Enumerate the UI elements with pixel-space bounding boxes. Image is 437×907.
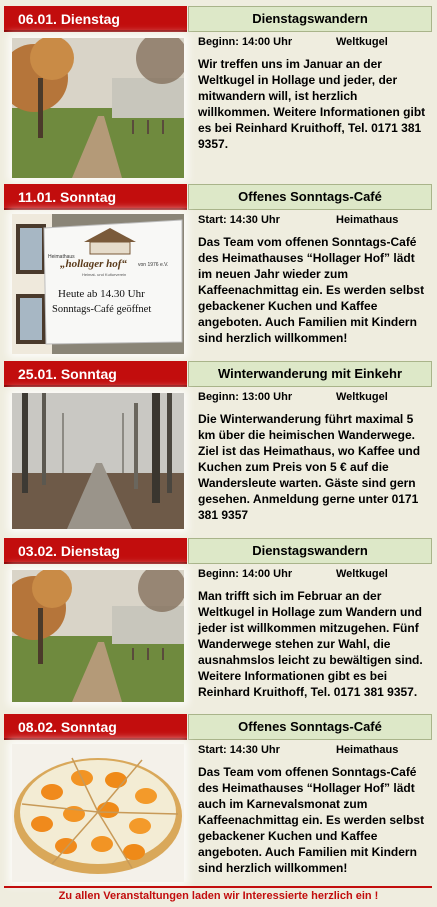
sign-line-2: Sonntags-Café geöffnet — [52, 304, 152, 315]
event-date: 11.01. Sonntag — [4, 184, 187, 210]
event-4 — [0, 538, 437, 714]
event-time: Beginn: 14:00 Uhr — [198, 36, 293, 48]
sign-line-1: Heute ab 14.30 Uhr — [58, 288, 145, 300]
event-place: Weltkugel — [336, 568, 388, 580]
sign-sub: Heimat- und Kulturverein — [82, 272, 127, 277]
cafe-sign-photo — [12, 214, 184, 354]
event-1 — [0, 6, 437, 182]
event-date: 06.01. Dienstag — [4, 6, 187, 32]
autumn-path-photo — [12, 570, 184, 702]
event-place: Weltkugel — [336, 391, 388, 403]
event-place: Weltkugel — [336, 36, 388, 48]
event-time: Start: 14:30 Uhr — [198, 744, 280, 756]
event-time: Beginn: 13:00 Uhr — [198, 391, 293, 403]
event-5 — [0, 714, 437, 884]
event-date: 25.01. Sonntag — [4, 361, 187, 387]
foggy-forest-path-photo — [12, 393, 184, 529]
mandarin-cake-photo — [12, 744, 184, 882]
event-description: Das Team vom offenen Sonntags-Café des Heimathauses “Hollager Hof” lädt auch im Karnevalsmonat zum Kaffeenachmittag ein. Es werden selbst gebackener Kuchen und Kaffee angeboten. Auch Familien mit Kindern sind herzlich willkommen! — [198, 765, 425, 875]
footer-divider — [4, 886, 432, 888]
sign-small-text: Heimathaus — [48, 254, 75, 260]
autumn-path-photo — [12, 38, 184, 178]
event-title: Offenes Sonntags-Café — [188, 184, 432, 210]
event-time: Start: 14:30 Uhr — [198, 214, 280, 226]
event-title: Offenes Sonntags-Café — [188, 714, 432, 740]
event-date: 03.02. Dienstag — [4, 538, 187, 564]
event-description: Die Winterwanderung führt maximal 5 km über die heimischen Wanderwege. Ziel ist das Heimathaus, wo Kaffee und Kuchen zum Preis von 5 € auf die Wandersleute warten. Gäste sind gern gesehen. Anmeldung gerne unter 0171 381 9357 — [198, 412, 421, 522]
event-time: Beginn: 14:00 Uhr — [198, 568, 293, 580]
event-2 — [0, 184, 437, 360]
event-title: Dienstagswandern — [188, 538, 432, 564]
event-description: Man trifft sich im Februar an der Weltkugel in Hollage zum Wandern und jeder ist willkommen mitzugehen. Fünf Wanderwege stehen zur Wahl, die ausnahmslos leicht zu bewältigen sind. Weitere Informationen gibt es bei Reinhard Kruithoff, Tel. 0171 381 9357. — [198, 589, 423, 699]
event-title: Dienstagswandern — [188, 6, 432, 32]
event-description: Das Team vom offenen Sonntags-Café des Heimathauses “Hollager Hof” lädt im neuen Jahr wieder zum Kaffeenachmittag ein. Es werden selbst gebackener Kuchen und Kaffee angeboten. Auch Familien mit Kindern sind herzlich willkommen! — [198, 235, 425, 345]
footer-invitation: Zu allen Veranstaltungen laden wir Interessierte herzlich ein ! — [58, 890, 379, 902]
event-place: Heimathaus — [336, 214, 399, 226]
sign-since: von 1976 e.V. — [138, 262, 169, 268]
event-title: Winterwanderung mit Einkehr — [188, 361, 432, 387]
event-3 — [0, 361, 437, 537]
sign-brand: „hollager hof“ — [60, 258, 127, 270]
event-place: Heimathaus — [336, 744, 399, 756]
event-date: 08.02. Sonntag — [4, 714, 187, 740]
event-description: Wir treffen uns im Januar an der Weltkugel in Hollage und jeder, der mitwandern will, ist herzlich willkommen. Weitere Informationen gibt es bei Reinhard Kruithoff, Tel. 0171 381 9357. — [198, 57, 426, 151]
